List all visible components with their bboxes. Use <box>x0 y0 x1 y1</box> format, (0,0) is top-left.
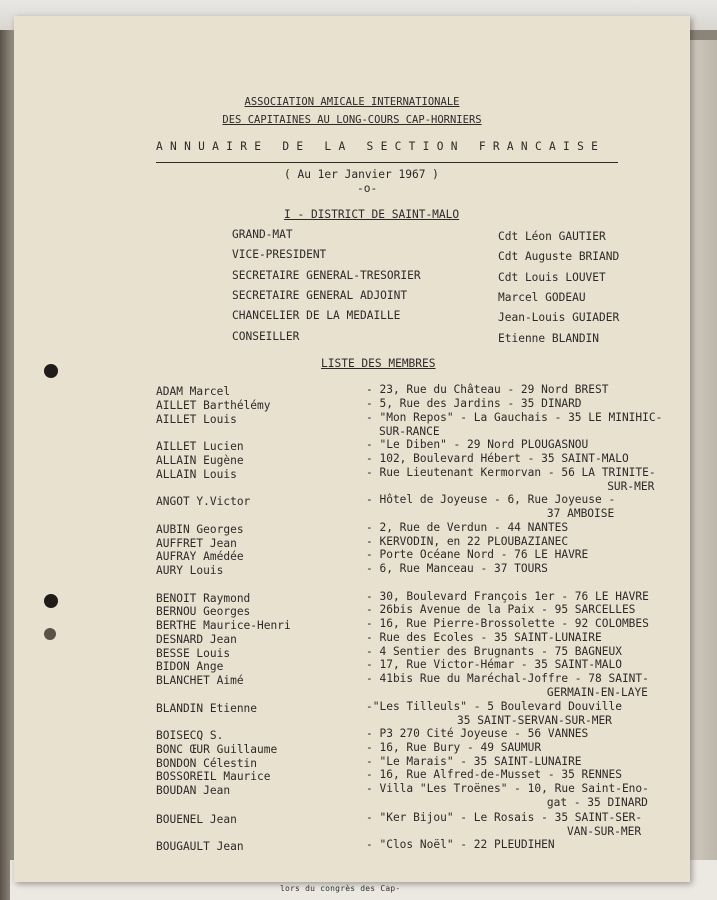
member-address-line: - 17, Rue Victor-Hémar - 35 SAINT-MALO <box>366 658 622 671</box>
officer-name: Jean-Louis GUIADER <box>498 311 620 324</box>
member-name: BIDON Ange <box>156 660 224 673</box>
association-title-line2: DES CAPITAINES AU LONG-COURS CAP-HORNIERS <box>222 114 482 126</box>
member-address-line: - 2, Rue de Verdun - 44 NANTES <box>366 521 569 534</box>
member-name: BERTHE Maurice-Henri <box>156 619 291 632</box>
member-address-line: - "Mon Repos" - La Gauchais - 35 LE MINIHIC- <box>366 411 663 424</box>
member-name: ALLAIN Louis <box>156 468 237 481</box>
member-address-line: - "Ker Bijou" - Le Rosais - 35 SAINT-SER- <box>366 811 643 824</box>
member-address-line: - 6, Rue Manceau - 37 TOURS <box>366 562 548 575</box>
member-name: BLANCHET Aimé <box>156 674 244 687</box>
annuaire-heading: ANNUAIRE DE LA SECTION FRANCAISE <box>156 140 606 153</box>
district-heading: I - DISTRICT DE SAINT-MALO <box>284 208 460 221</box>
officer-role: CHANCELIER DE LA MEDAILLE <box>232 309 401 322</box>
member-address-line: - Hôtel de Joyeuse - 6, Rue Joyeuse - <box>366 493 616 506</box>
association-title-line1: ASSOCIATION AMICALE INTERNATIONALE <box>244 96 460 108</box>
member-address-line: - 16, Rue Bury - 49 SAUMUR <box>366 741 542 754</box>
member-address-line: - Rue des Ecoles - 35 SAINT-LUNAIRE <box>366 631 602 644</box>
member-name: BOUENEL Jean <box>156 813 237 826</box>
member-name: BOSSOREIL Maurice <box>156 770 271 783</box>
binder-spine <box>0 30 14 900</box>
member-address-line: - "Le Diben" - 29 Nord PLOUGASNOU <box>366 438 589 451</box>
punch-hole-top <box>44 364 58 378</box>
officer-name: Cdt Auguste BRIAND <box>498 250 620 263</box>
member-address-line: - 102, Boulevard Hébert - 35 SAINT-MALO <box>366 452 629 465</box>
member-name: AILLET Lucien <box>156 440 244 453</box>
member-address-line: - 41bis Rue du Maréchal-Joffre - 78 SAINT- <box>366 672 649 685</box>
punch-hole-middle <box>44 594 58 608</box>
member-address-line: - "Clos Noël" - 22 PLEUDIHEN <box>366 838 555 851</box>
member-name: BERNOU Georges <box>156 605 251 618</box>
member-name: BOUGAULT Jean <box>156 840 244 853</box>
officer-role: GRAND-MAT <box>232 228 293 241</box>
member-address-line: - 4 Sentier des Brugnants - 75 BAGNEUX <box>366 645 622 658</box>
member-address-line: - KERVODIN, en 22 PLOUBAZIANEC <box>366 535 569 548</box>
member-address-line: - 5, Rue des Jardins - 35 DINARD <box>366 397 582 410</box>
member-address-line: SUR-MER <box>607 480 655 493</box>
member-name: DESNARD Jean <box>156 633 237 646</box>
member-address-line: -"Les Tilleuls" - 5 Boulevard Douville <box>366 700 622 713</box>
member-address-line: 37 AMBOISE <box>546 507 615 520</box>
punch-hole-lower <box>44 628 56 640</box>
member-name: AUFFRET Jean <box>156 537 237 550</box>
member-name: ALLAIN Eugène <box>156 454 244 467</box>
member-address-line: - 16, Rue Pierre-Brossolette - 92 COLOMBES <box>366 617 649 630</box>
member-address-line: GERMAIN-EN-LAYE <box>546 686 648 699</box>
member-address-line: gat - 35 DINARD <box>546 796 648 809</box>
member-name: AILLET Louis <box>156 413 237 426</box>
member-name: BESSE Louis <box>156 647 231 660</box>
member-address-line: - 30, Boulevard François 1er - 76 LE HAVRE <box>366 590 649 603</box>
officer-name: Cdt Louis LOUVET <box>498 271 606 284</box>
member-name: BOUDAN Jean <box>156 784 231 797</box>
member-name: BOISECQ S. <box>156 729 224 742</box>
officer-name: Etienne BLANDIN <box>498 332 600 345</box>
member-name: AUBIN Georges <box>156 523 244 536</box>
member-address-line: VAN-SUR-MER <box>567 825 642 838</box>
member-address-line: - P3 270 Cité Joyeuse - 56 VANNES <box>366 727 589 740</box>
member-name: BONC ŒUR Guillaume <box>156 743 278 756</box>
member-name: ANGOT Y.Victor <box>156 495 251 508</box>
underlying-sheet-text: lors du congrès des Cap- <box>280 884 401 893</box>
member-address-line: - 16, Rue Alfred-de-Musset - 35 RENNES <box>366 768 622 781</box>
member-address-line: - 26bis Avenue de la Paix - 95 SARCELLES <box>366 603 636 616</box>
member-name: BENOIT Raymond <box>156 592 251 605</box>
member-address-line: - Villa "Les Troënes" - 10, Rue Saint-Eno- <box>366 782 649 795</box>
document-page <box>14 16 690 882</box>
separator-mark: -o- <box>357 182 378 195</box>
member-name: AUFRAY Amédée <box>156 550 244 563</box>
officer-name: Marcel GODEAU <box>498 291 586 304</box>
member-address-line: - Porte Océane Nord - 76 LE HAVRE <box>366 548 589 561</box>
member-name: BONDON Célestin <box>156 757 258 770</box>
member-name: AILLET Barthélémy <box>156 399 271 412</box>
officer-role: SECRETAIRE GENERAL ADJOINT <box>232 289 408 302</box>
date-line: ( Au 1er Janvier 1967 ) <box>284 168 439 181</box>
officer-role: SECRETAIRE GENERAL-TRESORIER <box>232 269 421 282</box>
officer-role: CONSEILLER <box>232 330 300 343</box>
member-name: BLANDIN Etienne <box>156 702 258 715</box>
officer-role: VICE-PRESIDENT <box>232 248 327 261</box>
member-address-line: - "Le Marais" - 35 SAINT-LUNAIRE <box>366 755 582 768</box>
officer-name: Cdt Léon GAUTIER <box>498 230 606 243</box>
member-address-line: - 23, Rue du Château - 29 Nord BREST <box>366 383 609 396</box>
member-address-line: 35 SAINT-SERVAN-SUR-MER <box>457 714 612 727</box>
member-address-line: SUR-RANCE <box>379 425 440 438</box>
members-heading: LISTE DES MEMBRES <box>321 357 436 370</box>
member-name: AURY Louis <box>156 564 224 577</box>
member-name: ADAM Marcel <box>156 385 231 398</box>
member-address-line: - Rue Lieutenant Kermorvan - 56 LA TRINITE- <box>366 466 656 479</box>
heading-rule <box>156 162 618 163</box>
